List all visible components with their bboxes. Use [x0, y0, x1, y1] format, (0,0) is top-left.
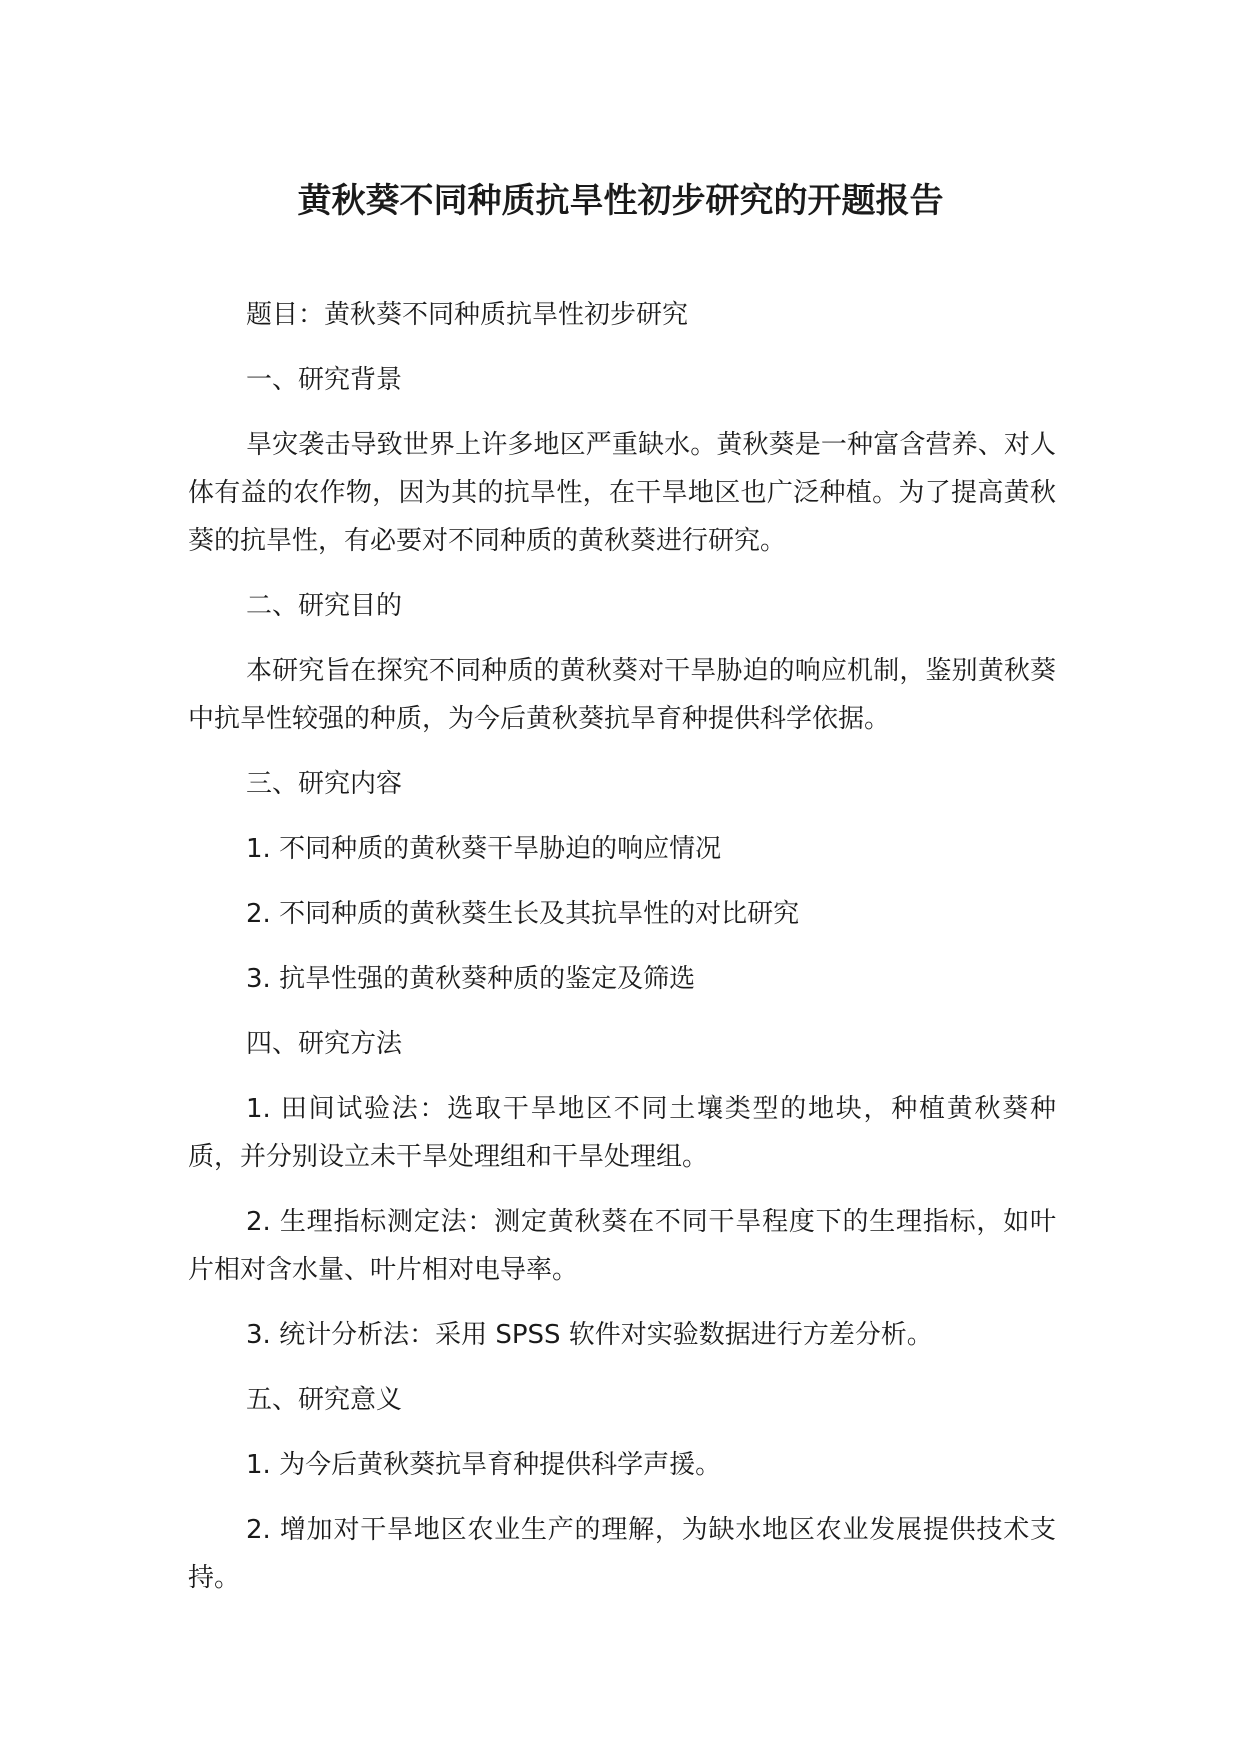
heading-content: 三、研究内容 — [246, 769, 403, 799]
document-title: 黄秋葵不同种质抗旱性初步研究的开题报告 — [297, 181, 944, 221]
method-item: 3. 统计分析法：采用 SPSS 软件对实验数据进行方差分析。 — [246, 1320, 933, 1350]
content-item: 1. 不同种质的黄秋葵干旱胁迫的响应情况 — [246, 834, 722, 864]
heading-methods: 四、研究方法 — [246, 1029, 403, 1059]
paragraph-background: 旱灾袭击导致世界上许多地区严重缺水。黄秋葵是一种富含营养、对人体有益的农作物，因为其的抗旱性，在干旱地区也广泛种植。为了提高黄秋葵的抗旱性，有必要对不同种质的黄秋葵进行研究。 — [188, 430, 1056, 556]
content-item: 3. 抗旱性强的黄秋葵种质的鉴定及筛选 — [246, 964, 696, 994]
heading-significance: 五、研究意义 — [246, 1385, 403, 1415]
significance-item: 1. 为今后黄秋葵抗旱育种提供科学声援。 — [246, 1450, 722, 1480]
content-item: 2. 不同种质的黄秋葵生长及其抗旱性的对比研究 — [246, 899, 800, 929]
heading-purpose: 二、研究目的 — [246, 591, 403, 621]
method-item: 1. 田间试验法：选取干旱地区不同土壤类型的地块，种植黄秋葵种质，并分别设立未干旱处理组和干旱处理组。 — [188, 1094, 1056, 1172]
paragraph-topic: 题目：黄秋葵不同种质抗旱性初步研究 — [246, 300, 689, 330]
method-item: 2. 生理指标测定法：测定黄秋葵在不同干旱程度下的生理指标，如叶片相对含水量、叶片相对电导率。 — [188, 1207, 1056, 1285]
significance-item: 2. 增加对干旱地区农业生产的理解，为缺水地区农业发展提供技术支持。 — [188, 1515, 1056, 1593]
document-body — [188, 291, 1056, 1602]
heading-background: 一、研究背景 — [246, 365, 403, 395]
paragraph-purpose: 本研究旨在探究不同种质的黄秋葵对干旱胁迫的响应机制，鉴别黄秋葵中抗旱性较强的种质，为今后黄秋葵抗旱育种提供科学依据。 — [188, 656, 1056, 734]
